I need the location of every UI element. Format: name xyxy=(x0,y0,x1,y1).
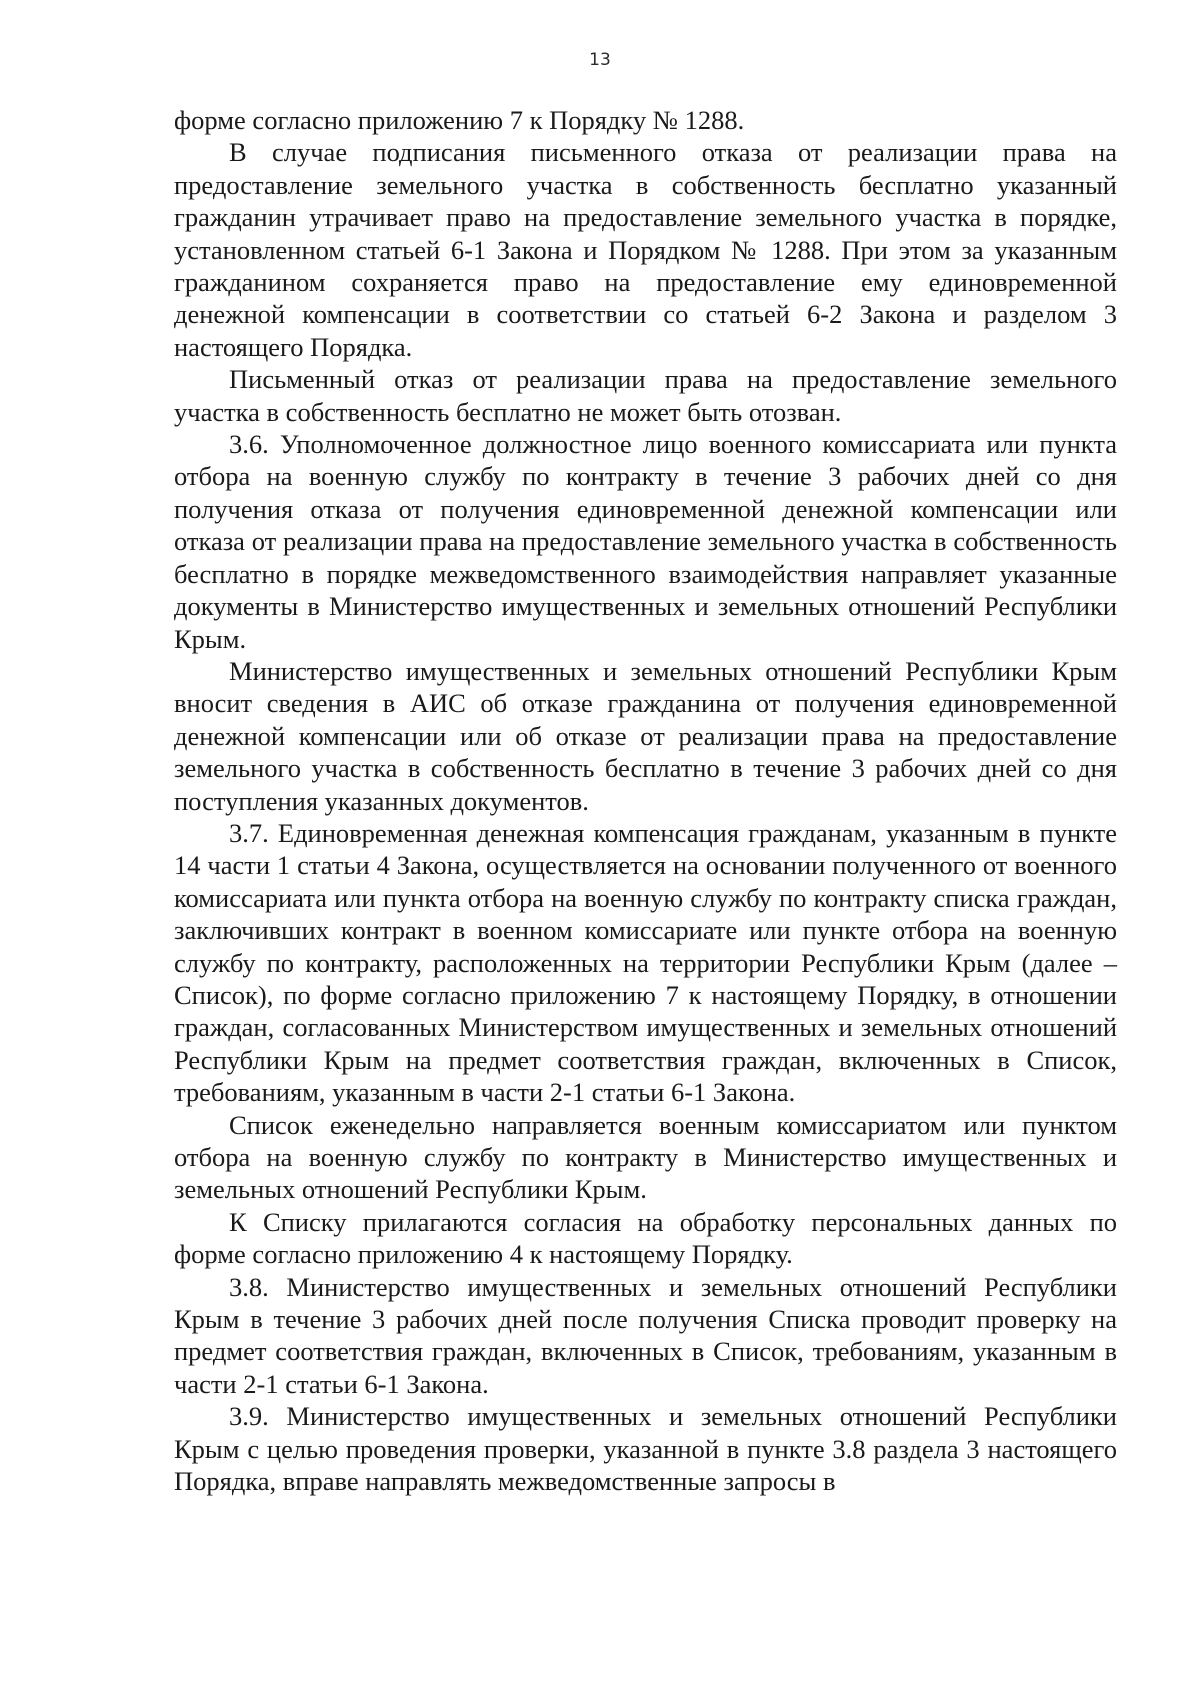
document-body xyxy=(174,104,1117,1497)
paragraph-waiver-consequences: В случае подписания письменного отказа от реализации права на предоставление земельного участка в собственность бесплатно указанный гражданин утрачивает право на предоставление земельного участка в порядке, установленном статьей 6-1 Закона и Порядком № 1288. При этом за указанным гражданином сохраняется право на предоставление ему единовременной денежной компенсации в соответствии со статьей 6-2 Закона и разделом 3 настоящего Порядка. xyxy=(174,137,1117,362)
paragraph-ais-record: Министерство имущественных и земельных отношений Республики Крым вносит сведения в АИС об отказе гражданина от получения единовременной денежной компенсации или об отказе от реализации права на предоставление земельного участка в собственность бесплатно в течение 3 рабочих дней со дня поступления указанных документов. xyxy=(174,655,1117,816)
paragraph-clause-3-8: 3.8. Министерство имущественных и земельных отношений Республики Крым в течение 3 рабочих дней после получения Списка проводит проверку на предмет соответствия граждан, включенных в Список, требованиям, указанным в части 2-1 статьи 6-1 Закона. xyxy=(174,1271,1117,1399)
paragraph-list-consents: К Списку прилагаются согласия на обработку персональных данных по форме согласно приложению 4 к настоящему Порядку. xyxy=(174,1206,1117,1270)
paragraph-clause-3-7: 3.7. Единовременная денежная компенсация гражданам, указанным в пункте 14 части 1 статьи 4 Закона, осуществляется на основании полученного от военного комиссариата или пункта отбора на военную службу по контракту списка граждан, заключивших контракт в военном комиссариате или пункте отбора на военную службу по контракту, расположенных на территории Республики Крым (далее – Список), по форме согласно приложению 7 к настоящему Порядку, в отношении граждан, согласованных Министерством имущественных и земельных отношений Республики Крым на предмет соответствия граждан, включенных в Список, требованиям, указанным в части 2-1 статьи 6-1 Закона. xyxy=(174,817,1117,1108)
paragraph-list-weekly: Список еженедельно направляется военным комиссариатом или пунктом отбора на военную службу по контракту в Министерство имущественных и земельных отношений Республики Крым. xyxy=(174,1109,1117,1205)
page-number: 13 xyxy=(589,50,611,70)
paragraph-continuation: форме согласно приложению 7 к Порядку № 1288. xyxy=(174,105,745,135)
paragraph-clause-3-9: 3.9. Министерство имущественных и земельных отношений Республики Крым с целью проведения проверки, указанной в пункте 3.8 раздела 3 настоящего Порядка, вправе направлять межведомственные запросы в xyxy=(174,1401,1117,1497)
paragraph-waiver-irrevocable: Письменный отказ от реализации права на предоставление земельного участка в собственность бесплатно не может быть отозван. xyxy=(174,364,1117,427)
paragraph-clause-3-6: 3.6. Уполномоченное должностное лицо военного комиссариата или пункта отбора на военную службу по контракту в течение 3 рабочих дней со дня получения отказа от получения единовременной денежной компенсации или отказа от реализации права на предоставление земельного участка в собственность бесплатно в порядке межведомственного взаимодействия направляет указанные документы в Министерство имущественных и земельных отношений Республики Крым. xyxy=(174,429,1117,654)
